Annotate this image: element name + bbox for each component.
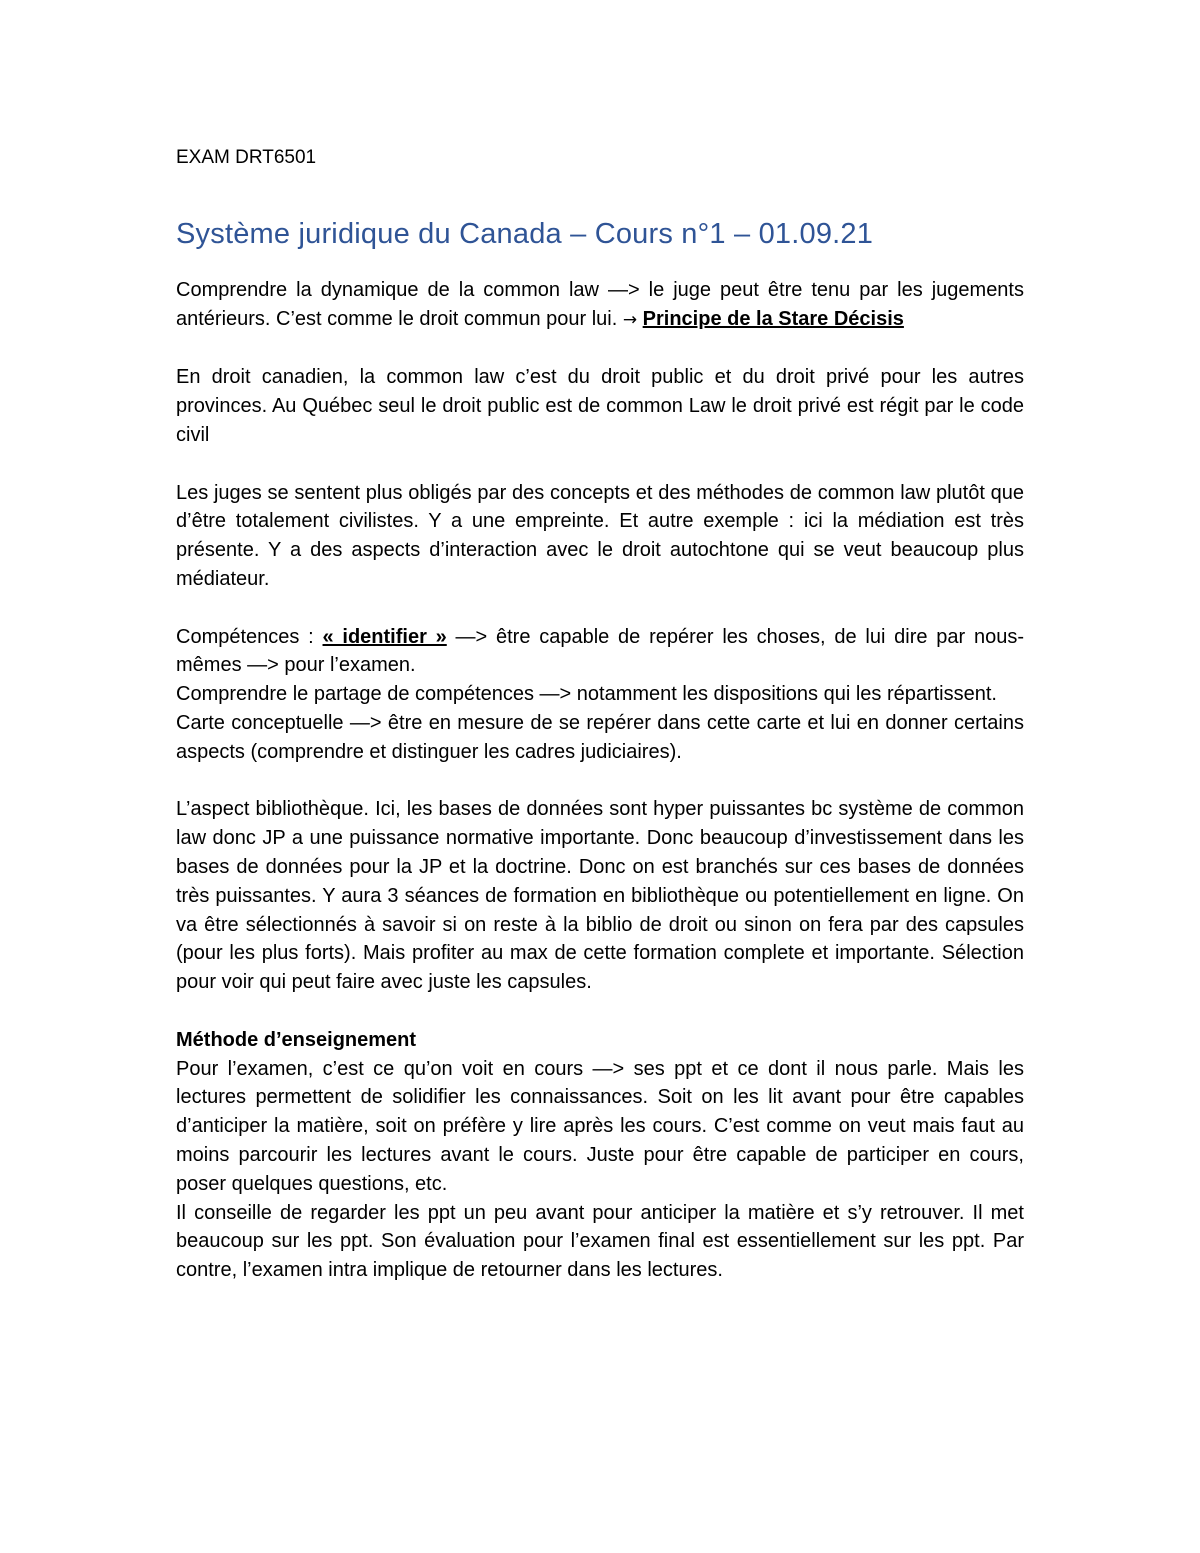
paragraph-canadian-law: En droit canadien, la common law c’est du droit public et du droit privé pour les autres provinces. Au Québec seul le droit public est de common Law le droit privé est régit par le code civil <box>176 366 1024 446</box>
competences-prefix: Compétences : <box>176 625 323 648</box>
competences-line <box>176 623 1024 681</box>
document-body <box>176 144 1024 1314</box>
section-heading-teaching-method: Méthode d’enseignement <box>176 1028 417 1051</box>
stare-decisis-principle: Principe de la Stare Décisis <box>642 307 904 330</box>
paragraph-text: Comprendre la dynamique de la common law —> le juge peut être tenu par les jugements antérieurs. C’est comme le droit commun pour lui. <box>176 279 1024 330</box>
concept-map-line: Carte conceptuelle —> être en mesure de se repérer dans cette carte et lui en donner certains aspects (comprendre et distinguer les cadres judiciaires). <box>176 711 1024 763</box>
paragraph-library: L’aspect bibliothèque. Ici, les bases de données sont hyper puissantes bc système de common law donc JP a une puissance normative importante. Donc beaucoup d’investissement dans les bases de données pour la JP et la doctrine. Donc on est branchés sur ces bases de données très puissantes. Y aura 3 séances de formation en bibliothèque ou potentiellement en ligne. On va être sélectionnés à savoir si on reste à la biblio de droit ou sinon on fera par des capsules (pour les plus forts). Mais profiter au max de cette formation complete et importante. Sélection pour voir qui peut faire avec juste les capsules. <box>176 798 1024 994</box>
paragraph-exam-content: Pour l’examen, c’est ce qu’on voit en cours —> ses ppt et ce dont il nous parle. Mais les lectures permettent de solidifier les connaissances. Soit on les lit avant pour être capables d’anticiper la matière, soit on préfère y lire après les cours. C’est comme on veut mais faut au moins parcourir les lectures avant le cours. Juste pour être capable de participer en cours, poser quelques questions, etc. <box>176 1057 1024 1195</box>
document-header: EXAM DRT6501 <box>176 147 317 168</box>
document-title: Système juridique du Canada – Cours n°1 – 01.09.21 <box>176 218 874 250</box>
identifier-keyword: « identifier » <box>322 625 447 648</box>
paragraph-competences <box>176 623 1024 767</box>
competences-suffix: —> être capable de repérer les choses, de lui dire par nous-mêmes —> pour l’examen. <box>176 625 1024 677</box>
paragraph-ppt-advice: Il conseille de regarder les ppt un peu avant pour anticiper la matière et s’y retrouver. Il met beaucoup sur les ppt. Son évaluation pour l’examen final est essentiellement sur les ppt. Par contre, l’examen intra implique de retourner dans les lectures. <box>176 1201 1024 1282</box>
paragraph-common-law-dynamics <box>176 276 1024 335</box>
paragraph-judges: Les juges se sentent plus obligés par des concepts et des méthodes de common law plutôt que d’être totalement civilistes. Y a une empreinte. Et autre exemple : ici la médiation est très présente. Y a des aspects d’interaction avec le droit autochtone qui se veut beaucoup plus médiateur. <box>176 481 1024 590</box>
competences-sharing-line: Comprendre le partage de compétences —> notamment les dispositions qui les répartissent. <box>176 683 997 706</box>
right-arrow-icon: → <box>622 309 638 330</box>
